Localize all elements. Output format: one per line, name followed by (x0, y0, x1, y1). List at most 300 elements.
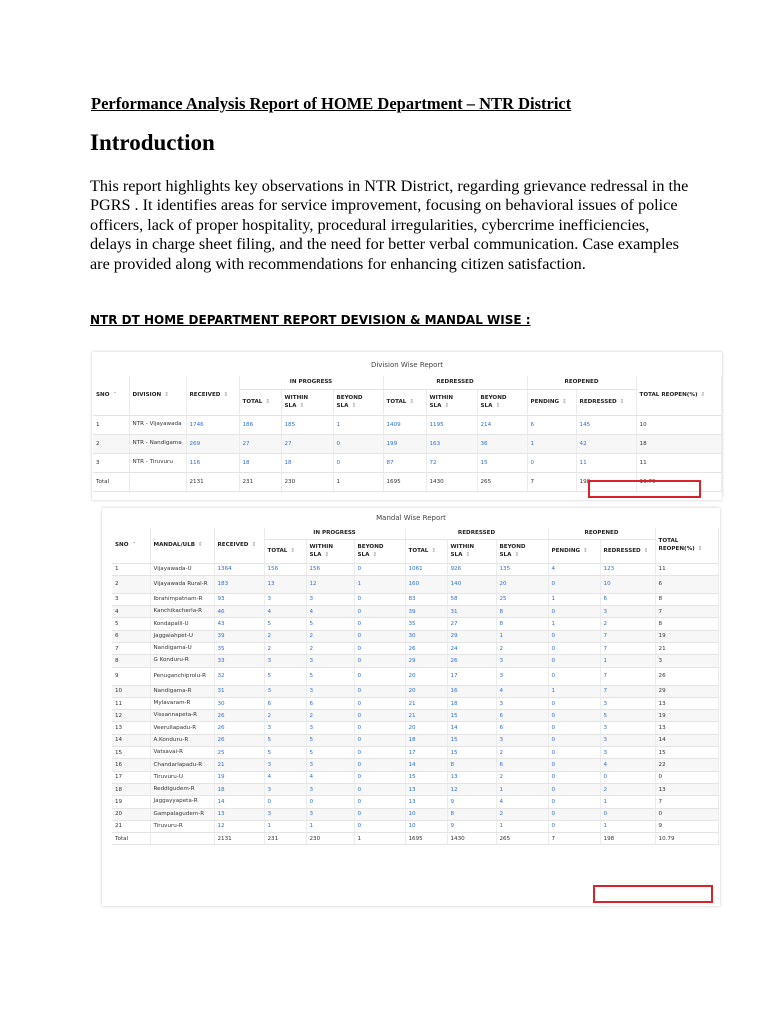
table-cell[interactable]: 9 (447, 796, 496, 808)
table-cell[interactable]: 1 (527, 434, 576, 453)
table-cell: Ibrahimpatnam-R (150, 593, 214, 605)
table-cell[interactable]: 0 (527, 453, 576, 472)
table-cell[interactable]: 0 (354, 759, 405, 771)
table-cell[interactable]: 39 (214, 630, 264, 642)
table-cell[interactable]: 3 (264, 808, 306, 820)
table-cell[interactable]: 0 (354, 593, 405, 605)
table-cell[interactable]: 5 (306, 667, 354, 685)
group-header-in-progress: IN PROGRESS (239, 376, 383, 389)
table-cell: Vijayawada Rural-R (150, 575, 214, 593)
sort-icon[interactable]: ⇕ (409, 399, 415, 405)
table-cell[interactable]: 0 (548, 796, 600, 808)
table-cell[interactable]: 0 (548, 655, 600, 667)
table-cell[interactable]: 3 (600, 734, 655, 746)
table-cell[interactable]: 0 (354, 655, 405, 667)
table-cell[interactable]: 4 (306, 606, 354, 618)
table-cell[interactable]: 1 (548, 685, 600, 697)
table-cell[interactable]: 31 (447, 606, 496, 618)
table-cell[interactable]: 43 (214, 618, 264, 630)
table-cell: 13 (112, 722, 150, 734)
table-cell[interactable]: 0 (354, 796, 405, 808)
table-cell[interactable]: 1746 (186, 415, 239, 434)
table-cell (150, 833, 214, 845)
table-cell[interactable]: 0 (354, 630, 405, 642)
table-cell[interactable]: 123 (600, 563, 655, 575)
table-cell[interactable]: 3 (264, 685, 306, 697)
sort-asc-icon[interactable]: ⌃ (131, 542, 137, 549)
table-cell[interactable]: 2 (264, 642, 306, 654)
col-header-rd-total[interactable]: TOTAL ⇕ (383, 389, 426, 415)
col-header-rd-beyond-sla[interactable]: BEYOND SLA ⇕ (496, 539, 548, 563)
table-cell[interactable]: 1 (496, 783, 548, 795)
sort-icon[interactable]: ⇕ (465, 552, 471, 558)
table-cell[interactable]: 46 (214, 606, 264, 618)
table-cell[interactable]: 21 (405, 697, 447, 709)
sort-icon[interactable]: ⇕ (290, 548, 296, 554)
table-cell[interactable]: 21 (214, 759, 264, 771)
table-cell[interactable]: 7 (600, 685, 655, 697)
table-row (93, 453, 721, 472)
table-cell[interactable]: 32 (214, 667, 264, 685)
table-cell[interactable]: 0 (306, 796, 354, 808)
table-cell[interactable]: 0 (548, 747, 600, 759)
table-cell: 14 (112, 734, 150, 746)
table-cell[interactable]: 3 (496, 667, 548, 685)
table-cell[interactable]: 3 (306, 685, 354, 697)
table-cell[interactable]: 0 (354, 771, 405, 783)
table-cell: 12 (112, 710, 150, 722)
table-cell[interactable]: 18 (239, 453, 281, 472)
table-cell: 198 (576, 472, 636, 491)
table-cell[interactable]: 3 (264, 759, 306, 771)
table-cell[interactable]: 26 (214, 722, 264, 734)
table-cell[interactable]: 8 (447, 808, 496, 820)
table-cell: 198 (600, 833, 655, 845)
table-cell[interactable]: 0 (354, 747, 405, 759)
table-cell[interactable]: 25 (496, 593, 548, 605)
table-cell[interactable]: 26 (214, 734, 264, 746)
table-cell[interactable]: 0 (548, 759, 600, 771)
table-cell[interactable]: 3 (306, 655, 354, 667)
sort-icon[interactable]: ⇕ (299, 403, 305, 409)
col-header-rd-total[interactable]: TOTAL ⇕ (405, 539, 447, 563)
table-cell: Chandarlapadu-R (150, 759, 214, 771)
col-header-received[interactable]: RECEIVED ⇕ (186, 376, 239, 415)
table-cell[interactable]: 1 (600, 820, 655, 832)
table-cell[interactable]: 156 (306, 563, 354, 575)
col-header-received[interactable]: RECEIVED ⇕ (214, 528, 264, 563)
table-cell[interactable]: 5 (306, 734, 354, 746)
table-cell[interactable]: 3 (264, 783, 306, 795)
table-cell[interactable]: 8 (447, 759, 496, 771)
table-cell: 10 (112, 685, 150, 697)
table-cell[interactable]: 20 (496, 575, 548, 593)
col-header-ip-within-sla[interactable]: WITHIN SLA ⇕ (281, 389, 333, 415)
table-cell[interactable]: 83 (405, 593, 447, 605)
table-cell[interactable]: 14 (214, 796, 264, 808)
table-cell[interactable]: 6 (306, 697, 354, 709)
table-cell[interactable]: 186 (239, 415, 281, 434)
table-cell: 1695 (405, 833, 447, 845)
table-cell[interactable]: 0 (354, 734, 405, 746)
col-header-ip-total[interactable]: TOTAL ⇕ (239, 389, 281, 415)
table-cell[interactable]: 29 (447, 630, 496, 642)
table-cell[interactable]: 0 (548, 642, 600, 654)
table-cell[interactable]: 10 (405, 820, 447, 832)
table-cell[interactable]: 0 (354, 697, 405, 709)
col-header-ip-beyond-sla[interactable]: BEYOND SLA ⇕ (354, 539, 405, 563)
table-cell[interactable]: 3 (306, 759, 354, 771)
sort-icon[interactable]: ⇕ (198, 542, 203, 549)
table-cell: 231 (264, 833, 306, 845)
table-cell[interactable]: 0 (264, 796, 306, 808)
col-header-total-reopen[interactable]: TOTAL REOPEN(%) ⇕ (655, 528, 718, 563)
table-cell[interactable]: 1061 (405, 563, 447, 575)
sort-icon[interactable]: ⇕ (351, 403, 357, 409)
table-cell[interactable]: 3 (600, 606, 655, 618)
table-cell: 1430 (426, 472, 477, 491)
table-cell[interactable]: 72 (426, 453, 477, 472)
table-cell[interactable]: 36 (477, 434, 527, 453)
table-cell[interactable]: 10 (600, 575, 655, 593)
table-cell[interactable]: 0 (354, 710, 405, 722)
table-cell[interactable]: 0 (354, 563, 405, 575)
table-cell[interactable]: 0 (548, 575, 600, 593)
table-cell: Jaggayyapeta-R (150, 796, 214, 808)
col-header-rd-within-sla[interactable]: WITHIN SLA ⇕ (426, 389, 477, 415)
table-cell[interactable]: 0 (548, 722, 600, 734)
table-cell[interactable]: 1 (496, 820, 548, 832)
table-cell[interactable]: 30 (405, 630, 447, 642)
table-cell[interactable]: 11 (576, 453, 636, 472)
table-cell[interactable]: 1 (548, 593, 600, 605)
table-cell[interactable]: 21 (405, 710, 447, 722)
table-cell: 22 (655, 759, 718, 771)
table-cell[interactable]: 13 (264, 575, 306, 593)
table-cell[interactable]: 0 (354, 618, 405, 630)
table-cell[interactable]: 2 (306, 630, 354, 642)
table-cell[interactable]: 12 (447, 783, 496, 795)
table-cell[interactable]: 13 (214, 808, 264, 820)
sort-icon[interactable]: ⇕ (583, 548, 588, 554)
table-cell: 11 (112, 697, 150, 709)
table-cell[interactable]: 4 (306, 771, 354, 783)
table-cell[interactable]: 13 (405, 796, 447, 808)
table-cell[interactable]: 39 (405, 606, 447, 618)
table-cell[interactable]: 3 (496, 734, 548, 746)
table-cell[interactable]: 2 (496, 747, 548, 759)
table-cell[interactable]: 0 (548, 606, 600, 618)
sort-icon[interactable]: ⇕ (265, 399, 271, 405)
col-header-division[interactable]: DIVISION ⇕ (129, 376, 186, 415)
table-cell[interactable]: 183 (214, 575, 264, 593)
table-cell[interactable]: 1 (548, 618, 600, 630)
table-cell[interactable]: 6 (496, 722, 548, 734)
table-cell[interactable]: 214 (477, 415, 527, 434)
table-cell[interactable]: 4 (600, 759, 655, 771)
table-cell[interactable]: 3 (264, 722, 306, 734)
table-cell[interactable]: 8 (496, 606, 548, 618)
table-cell[interactable]: 13 (405, 783, 447, 795)
sort-icon[interactable]: ⇕ (643, 548, 649, 554)
sort-icon[interactable]: ⇕ (514, 552, 520, 558)
table-cell[interactable]: 3 (600, 697, 655, 709)
table-cell: 2131 (214, 833, 264, 845)
table-cell[interactable]: 0 (548, 808, 600, 820)
table-cell[interactable]: 0 (354, 685, 405, 697)
table-cell: 18 (636, 434, 721, 453)
table-cell[interactable]: 2 (306, 710, 354, 722)
col-header-sno[interactable]: SNO ⌃ (93, 376, 129, 415)
table-cell[interactable]: 16 (447, 685, 496, 697)
table-cell[interactable]: 27 (239, 434, 281, 453)
table-cell[interactable]: 4 (264, 606, 306, 618)
table-cell[interactable]: 2 (496, 642, 548, 654)
table-cell[interactable]: 13 (447, 771, 496, 783)
mandal-report-rows (112, 563, 718, 845)
table-cell[interactable]: 0 (600, 771, 655, 783)
highlight-box (588, 480, 701, 498)
table-cell[interactable]: 8 (496, 618, 548, 630)
table-cell: 265 (496, 833, 548, 845)
table-cell[interactable]: 185 (281, 415, 333, 434)
col-header-pending[interactable]: PENDING ⇕ (527, 389, 576, 415)
table-cell[interactable]: 4 (548, 563, 600, 575)
col-header-ip-within-sla[interactable]: WITHIN SLA ⇕ (306, 539, 354, 563)
table-cell[interactable]: 9 (447, 820, 496, 832)
sort-icon[interactable]: ⇕ (495, 403, 501, 409)
table-cell[interactable]: 1409 (383, 415, 426, 434)
table-cell[interactable]: 2 (264, 630, 306, 642)
col-header-pending[interactable]: PENDING ⇕ (548, 539, 600, 563)
sort-icon[interactable]: ⇕ (251, 542, 257, 549)
table-cell[interactable]: 116 (186, 453, 239, 472)
table-cell[interactable]: 10 (405, 808, 447, 820)
table-cell[interactable]: 14 (447, 722, 496, 734)
col-header-sno[interactable]: SNO ⌃ (112, 528, 150, 563)
table-cell[interactable]: 1 (306, 820, 354, 832)
table-cell[interactable]: 3 (496, 697, 548, 709)
table-cell[interactable]: 0 (548, 734, 600, 746)
table-cell[interactable]: 4 (496, 685, 548, 697)
table-cell[interactable]: 5 (306, 618, 354, 630)
table-cell[interactable]: 93 (214, 593, 264, 605)
table-cell[interactable]: 4 (496, 796, 548, 808)
sort-icon[interactable]: ⇕ (444, 403, 450, 409)
table-cell[interactable]: 35 (214, 642, 264, 654)
col-header-rd-beyond-sla[interactable]: BEYOND SLA ⇕ (477, 389, 527, 415)
table-cell[interactable]: 0 (354, 808, 405, 820)
table-cell[interactable]: 140 (447, 575, 496, 593)
table-cell[interactable]: 3 (306, 722, 354, 734)
table-cell[interactable]: 19 (214, 771, 264, 783)
table-cell[interactable]: 20 (405, 685, 447, 697)
table-cell[interactable]: 2 (600, 783, 655, 795)
table-cell[interactable]: 35 (405, 618, 447, 630)
table-cell[interactable]: 1 (333, 415, 383, 434)
table-cell[interactable]: 1364 (214, 563, 264, 575)
table-cell[interactable]: 15 (447, 734, 496, 746)
table-cell[interactable]: 20 (405, 722, 447, 734)
col-header-redressed[interactable]: REDRESSED ⇕ (576, 389, 636, 415)
sort-icon[interactable]: ⇕ (324, 552, 330, 558)
table-cell: Veerullapadu-R (150, 722, 214, 734)
table-cell[interactable]: 7 (600, 667, 655, 685)
table-cell[interactable]: 3 (306, 808, 354, 820)
table-cell[interactable]: 5 (600, 710, 655, 722)
table-cell[interactable]: 15 (447, 710, 496, 722)
table-cell[interactable]: 6 (264, 697, 306, 709)
table-cell[interactable]: 15 (447, 747, 496, 759)
table-cell[interactable]: 2 (264, 710, 306, 722)
table-cell[interactable]: 3 (264, 593, 306, 605)
sort-icon[interactable]: ⇕ (223, 392, 229, 399)
table-cell: 1695 (383, 472, 426, 491)
sort-icon[interactable]: ⇕ (562, 399, 567, 405)
table-cell[interactable]: 17 (405, 747, 447, 759)
table-cell[interactable]: 0 (548, 820, 600, 832)
table-cell[interactable]: 31 (214, 685, 264, 697)
table-cell[interactable]: 3 (496, 655, 548, 667)
sort-icon[interactable]: ⇕ (164, 392, 169, 399)
table-cell[interactable]: 3 (600, 747, 655, 759)
table-cell[interactable]: 0 (354, 722, 405, 734)
sort-icon[interactable]: ⇕ (372, 552, 378, 558)
table-cell[interactable]: 145 (576, 415, 636, 434)
division-report-table (93, 376, 722, 492)
table-cell[interactable]: 3 (306, 593, 354, 605)
table-cell[interactable]: 0 (354, 642, 405, 654)
table-cell[interactable]: 6 (496, 759, 548, 771)
table-cell[interactable]: 160 (405, 575, 447, 593)
table-cell[interactable]: 18 (447, 697, 496, 709)
table-cell[interactable]: 0 (354, 783, 405, 795)
table-cell[interactable]: 15 (405, 771, 447, 783)
table-row (112, 820, 718, 832)
table-cell[interactable]: 33 (214, 655, 264, 667)
table-cell[interactable]: 6 (527, 415, 576, 434)
table-cell[interactable]: 17 (447, 667, 496, 685)
table-cell[interactable]: 0 (333, 434, 383, 453)
table-cell[interactable]: 0 (600, 808, 655, 820)
table-cell[interactable]: 0 (548, 697, 600, 709)
table-cell[interactable]: 3 (264, 655, 306, 667)
mandal-report-table (112, 528, 719, 845)
table-cell[interactable]: 0 (354, 606, 405, 618)
table-cell[interactable]: 29 (405, 655, 447, 667)
table-cell[interactable]: 18 (405, 734, 447, 746)
table-cell[interactable]: 18 (281, 453, 333, 472)
table-cell[interactable]: 15 (477, 453, 527, 472)
table-cell[interactable]: 0 (548, 710, 600, 722)
table-cell[interactable]: 12 (214, 820, 264, 832)
table-cell[interactable]: 156 (264, 563, 306, 575)
table-cell[interactable]: 0 (548, 771, 600, 783)
table-cell[interactable]: 42 (576, 434, 636, 453)
table-cell[interactable]: 5 (264, 747, 306, 759)
table-cell[interactable]: 7 (600, 642, 655, 654)
table-cell[interactable]: 6 (496, 710, 548, 722)
col-header-ip-beyond-sla[interactable]: BEYOND SLA ⇕ (333, 389, 383, 415)
table-cell[interactable]: 0 (548, 667, 600, 685)
table-cell[interactable]: 1 (354, 575, 405, 593)
table-cell[interactable]: 24 (447, 642, 496, 654)
table-cell: Jaggaiahpet-U (150, 630, 214, 642)
table-cell[interactable]: 6 (600, 593, 655, 605)
table-cell[interactable]: 7 (600, 630, 655, 642)
group-header-in-progress: IN PROGRESS (264, 528, 405, 539)
table-cell: 1 (112, 563, 150, 575)
table-cell[interactable]: 26 (214, 710, 264, 722)
table-cell: 7 (548, 833, 600, 845)
table-cell[interactable]: 5 (264, 734, 306, 746)
col-header-rd-within-sla[interactable]: WITHIN SLA ⇕ (447, 539, 496, 563)
table-cell[interactable]: 3 (306, 783, 354, 795)
table-cell[interactable]: 58 (447, 593, 496, 605)
table-cell[interactable]: 14 (405, 759, 447, 771)
table-cell[interactable]: 269 (186, 434, 239, 453)
table-cell[interactable]: 163 (426, 434, 477, 453)
table-cell[interactable]: 0 (333, 453, 383, 472)
sort-asc-icon[interactable]: ⌃ (112, 392, 118, 399)
table-cell[interactable]: 1 (600, 655, 655, 667)
table-cell[interactable]: 1 (600, 796, 655, 808)
table-cell[interactable]: 30 (214, 697, 264, 709)
sort-icon[interactable]: ⇕ (697, 546, 703, 553)
table-cell[interactable]: 26 (447, 655, 496, 667)
table-cell[interactable]: 5 (306, 747, 354, 759)
table-cell[interactable]: 2 (496, 771, 548, 783)
table-cell[interactable]: 87 (383, 453, 426, 472)
col-header-redressed[interactable]: REDRESSED ⇕ (600, 539, 655, 563)
table-cell[interactable]: 18 (214, 783, 264, 795)
sort-icon[interactable]: ⇕ (619, 399, 625, 405)
table-cell[interactable]: 0 (548, 783, 600, 795)
table-cell[interactable]: 0 (354, 820, 405, 832)
table-cell[interactable]: 1 (496, 630, 548, 642)
table-cell[interactable]: 2 (496, 808, 548, 820)
table-cell[interactable]: 135 (496, 563, 548, 575)
table-cell[interactable]: 26 (405, 642, 447, 654)
col-header-mandal[interactable]: MANDAL/ULB ⇕ (150, 528, 214, 563)
sort-icon[interactable]: ⇕ (431, 548, 437, 554)
col-header-total-reopen[interactable]: TOTAL REOPEN(%) ⇕ (636, 376, 721, 415)
table-cell[interactable]: 1195 (426, 415, 477, 434)
table-cell: 2 (93, 434, 129, 453)
table-cell[interactable]: 27 (447, 618, 496, 630)
table-cell[interactable]: 0 (548, 630, 600, 642)
table-cell[interactable]: 12 (306, 575, 354, 593)
table-cell[interactable]: 5 (264, 667, 306, 685)
table-cell[interactable]: 3 (600, 722, 655, 734)
table-cell: 6 (655, 575, 718, 593)
group-header-reopened: REOPENED (548, 528, 655, 539)
col-header-ip-total[interactable]: TOTAL ⇕ (264, 539, 306, 563)
table-cell[interactable]: 926 (447, 563, 496, 575)
table-cell[interactable]: 5 (264, 618, 306, 630)
table-cell[interactable]: 4 (264, 771, 306, 783)
table-cell[interactable]: 2 (306, 642, 354, 654)
sort-icon[interactable]: ⇕ (700, 392, 706, 399)
table-cell[interactable]: 1 (264, 820, 306, 832)
table-cell[interactable]: 2 (600, 618, 655, 630)
table-cell: Nandigama-R (150, 685, 214, 697)
table-cell[interactable]: 0 (354, 667, 405, 685)
table-cell[interactable]: 199 (383, 434, 426, 453)
table-cell[interactable]: 20 (405, 667, 447, 685)
table-cell[interactable]: 25 (214, 747, 264, 759)
table-cell[interactable]: 27 (281, 434, 333, 453)
